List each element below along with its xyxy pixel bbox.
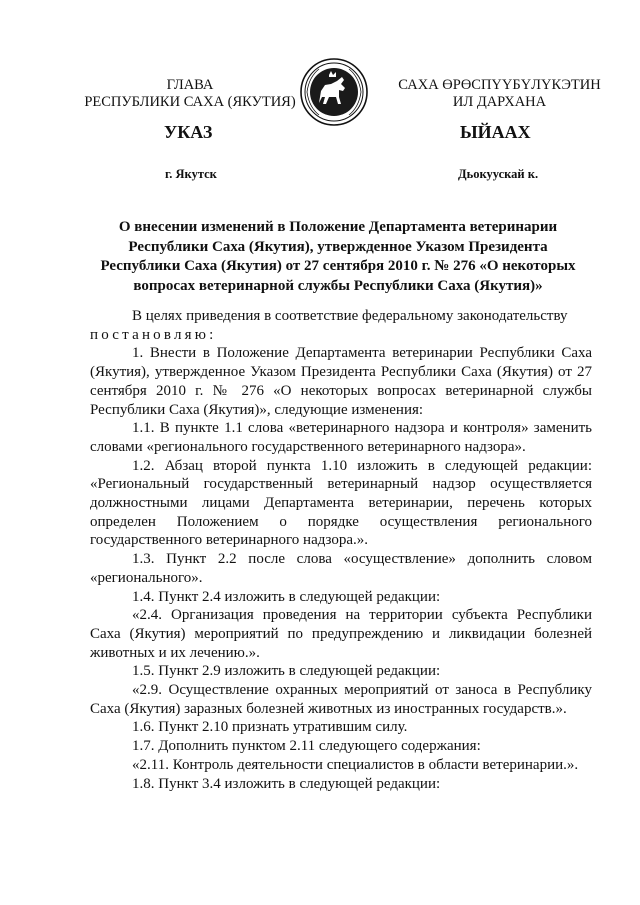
paragraph-8: «2.4. Организация проведения на территории субъекта Республики Саха (Якутия) мероприятий по предупреждению и ликвидации болезней животных и их лечению.». xyxy=(90,607,592,661)
paragraph-6: 1.3. Пункт 2.2 после слова «осуществление» дополнить словом «регионального». xyxy=(90,551,592,586)
header-right xyxy=(392,77,607,111)
paragraph-14: 1.8. Пункт 3.4 изложить в следующей редакции: xyxy=(132,775,441,792)
paragraph-12: 1.7. Дополнить пунктом 2.11 следующего содержания: xyxy=(132,738,481,755)
city-sakha: Дьокуускай к. xyxy=(458,167,539,181)
header-left-line1: ГЛАВА xyxy=(166,77,214,93)
header-right-line2: ИЛ ДАРХАНА xyxy=(452,94,547,110)
header-right-line1: САХА ӨРӨСПҮҮБҮЛҮКЭТИН xyxy=(398,77,601,93)
header-left-line2: РЕСПУБЛИКИ САХА (ЯКУТИЯ) xyxy=(84,94,296,110)
coat-of-arms-emblem-icon xyxy=(299,57,369,127)
paragraph-5: 1.2. Абзац второй пункта 1.10 изложить в следующей редакции: «Региональный государственный ветеринарный надзор осуществляется должностными лицами Департамента ветеринарии, перечень которых определен Положением о порядке осуществления регионального государственного ветеринарного надзора.». xyxy=(90,457,592,549)
paragraph-1: В целях приведения в соответствие федеральному законодательству xyxy=(132,308,568,324)
paragraph-9: 1.5. Пункт 2.9 изложить в следующей редакции: xyxy=(132,663,441,680)
paragraph-10: «2.9. Осуществление охранных мероприятий от заноса в Республику Саха (Якутия) заразных болезней животных из иностранных государств.». xyxy=(90,682,592,717)
paragraph-3: 1. Внести в Положение Департамента ветеринарии Республики Саха (Якутия), утвержденное Указом Президента Республики Саха (Якутия) от 27 сентября 2010 г. № 276 «О некоторых вопросах ветеринарной службы Республики Саха (Якутия)», следующие изменения: xyxy=(90,345,592,418)
paragraph-2: постановляю: xyxy=(90,326,217,343)
document-body xyxy=(90,307,592,793)
decree-title-ru: УКАЗ xyxy=(164,122,213,142)
paragraph-4: 1.1. В пункте 1.1 слова «ветеринарного надзора и контроля» заменить словами «регионального государственного ветеринарного надзора». xyxy=(90,420,592,455)
paragraph-7: 1.4. Пункт 2.4 изложить в следующей редакции: xyxy=(132,588,441,605)
paragraph-13: «2.11. Контроль деятельности специалистов в области ветеринарии.». xyxy=(132,756,579,773)
city-ru: г. Якутск xyxy=(165,167,217,181)
document-title: О внесении изменений в Положение Департамента ветеринарии Республики Саха (Якутия), утвержденное Указом Президента Республики Саха (Якутия) от 27 сентября 2010 г. № 276 «О некоторых вопросах ветеринарной службы Республики Саха (Якутия)» xyxy=(100,219,576,294)
header-left xyxy=(70,77,310,111)
decree-title-sakha: ЫЙААХ xyxy=(460,122,531,142)
paragraph-11: 1.6. Пункт 2.10 признать утратившим силу. xyxy=(132,719,408,736)
